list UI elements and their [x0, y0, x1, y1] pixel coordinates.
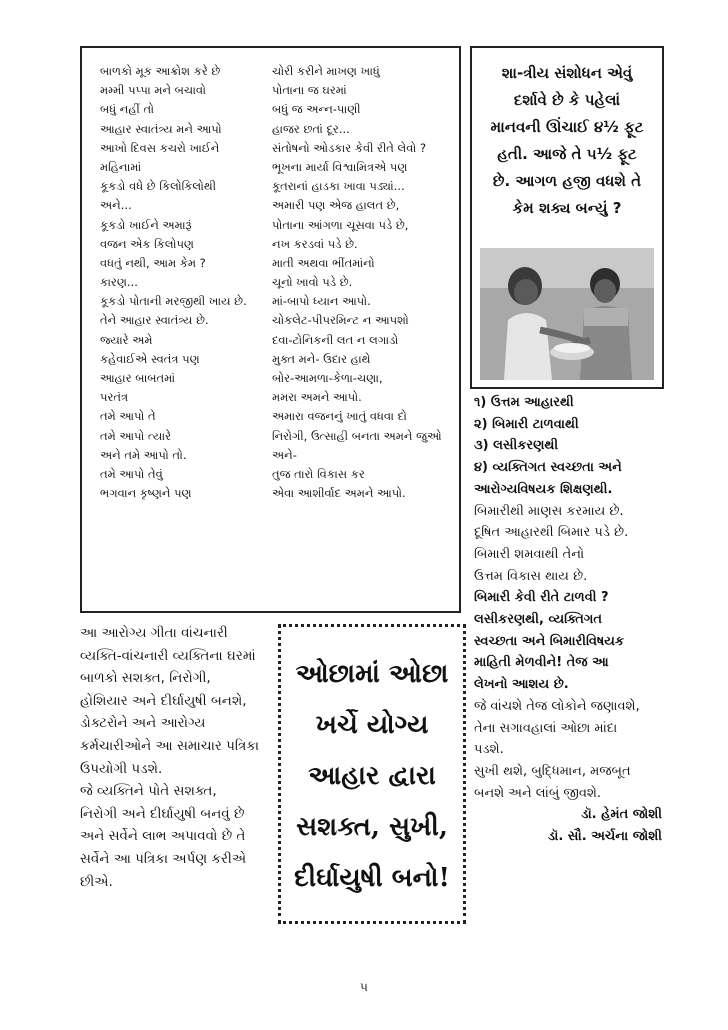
poem-line: તમે આપો ત્યારે: [100, 428, 172, 443]
poem-line: હાજર છતાં દૂર...: [272, 121, 350, 136]
poem-line: સંતોષનો ઓડકાર કેવી રીતે લેવો ?: [272, 140, 427, 155]
list-item: ૩) લસીકરણથી: [474, 438, 559, 454]
text-line: લસીકરણથી, વ્યક્તિગત: [474, 612, 602, 628]
right-column-text: [474, 392, 674, 848]
poem-line: આહાર બાબતમાં: [100, 371, 176, 385]
poem-line: એવા આશીર્વાદ અમને આપો.: [272, 486, 406, 501]
text-line: દૂષિત આહારથી બિમાર પડે છે.: [474, 525, 629, 541]
poem-line: દવા-ટોનિકની લત ન લગાડો: [272, 332, 399, 347]
paragraph-line: સર્વેને આ પત્રિકા અર્પણ કરીએ: [80, 850, 247, 867]
poem-line: નખ કરડવાં પડે છે.: [272, 236, 358, 251]
paragraph-line: ઉપયોગી પડશે.: [80, 760, 163, 777]
poem-line: મહિનામાં: [100, 159, 142, 174]
poem-left-column: [100, 62, 247, 503]
poem-line: બાળકો મૂક આક્રોશ કરે છે: [100, 64, 221, 78]
text-line: તેના સગાવહાલાં ઓછા માંદા: [474, 720, 618, 736]
poem-line: કૂકડો વધે છે કિલોકિલોથી: [100, 179, 217, 194]
research-text: [472, 60, 662, 222]
text-line: બિમારી કેવી રીતે ટાળવી ?: [474, 590, 609, 606]
poem-line: તેને આહાર સ્વાતંત્ર્ય છે.: [100, 313, 209, 328]
paragraph-line: ડોક્ટરોને અને આરોગ્ય: [80, 715, 206, 732]
slogan-line: સશક્ત, સુખી,: [296, 812, 448, 842]
paragraph-line: બાળકો સશક્ત, નિરોગી,: [80, 670, 211, 687]
poem-line: મમરા અમને આપો.: [272, 390, 362, 405]
paragraph-line: આ આરોગ્ય ગીતા વાંચનારી: [80, 625, 228, 641]
right-bold-text: [474, 587, 674, 696]
paragraph-line: નિરોગી અને દીર્ઘાયુષી બનવું છે: [80, 805, 245, 822]
poem-line: કૂકડો પોતાની મરજીથી ખાય છે.: [100, 294, 247, 309]
dedication-paragraph: [80, 622, 270, 893]
text-line: માહિતી મેળવીને! તેજ આ: [474, 655, 609, 671]
poem-right-column: [272, 62, 442, 503]
research-box: [470, 46, 664, 389]
poem-line: બધું નહીં તો: [100, 102, 154, 117]
poem-line: કહેવાઈએ સ્વતંત્ર પણ: [100, 351, 200, 366]
poem-line: મુક્ત મને- ઉદાર હાથે: [272, 351, 371, 366]
list-item: ૪) વ્યક્તિગત સ્વચ્છતા અને: [474, 460, 622, 476]
signature-line: ડૉ. સૌ. અર્ચના જોશી: [547, 829, 662, 845]
research-line: શા-ત્રીય સંશોધન એવું: [501, 64, 633, 82]
page-number: ૫: [360, 980, 368, 994]
author-signatures: [474, 804, 674, 847]
research-line: માનવની ઊંચાઈ ૪½ ફૂટ: [490, 118, 644, 136]
text-line: સુખી થશે, બુદ્ધિમાન, મજબૂત: [474, 763, 631, 779]
right-body-text-2: [474, 696, 674, 805]
poem-line: પોતાના આંગળા ચૂસવા પડે છે,: [272, 217, 409, 232]
poem-line: ભગવાન કૃષ્ણને પણ: [100, 486, 192, 501]
poem-line: ચૂનો ખાવો પડે છે.: [272, 275, 353, 290]
text-line: બનશે અને લાંબું જીવશે.: [474, 785, 602, 801]
research-line: દર્શાવે છે કે પહેલાં: [513, 91, 621, 109]
poem-line: અને-: [272, 447, 297, 462]
poem-line: ચોકલેટ-પીપરમિન્ટ ન આપશો: [272, 313, 409, 328]
poem-line: જ્યારે અમે: [100, 332, 153, 347]
slogan-box: [278, 624, 466, 924]
poem-box: [80, 46, 461, 613]
text-line: જે વાંચશે તેજ લોકોને જણાવશે,: [474, 698, 640, 714]
poem-line: અને...: [100, 198, 132, 213]
text-line: બિમારીથી માણસ કરમાય છે.: [474, 503, 624, 519]
slogan-text: [281, 649, 463, 904]
poem-line: અમારી પણ એજ હાલત છે,: [272, 198, 400, 213]
slogan-line: ઓછામાં ઓછા: [295, 659, 449, 689]
poem-line: નિરોગી, ઉત્સાહી બનતા અમને જુઓ: [272, 428, 442, 443]
paragraph-line: વ્યક્તિ-વાંચનારી વ્યક્તિના ઘરમાં: [80, 647, 256, 664]
research-line: કેમ શક્ય બન્યું ?: [512, 199, 622, 217]
slogan-line: દીર્ઘાયુષી બનો!: [294, 863, 450, 893]
poem-line: મમ્મી પપ્પા મને બચાવો: [100, 83, 206, 98]
poem-line: આહાર સ્વાતંત્ર્ય મને આપો: [100, 121, 222, 136]
poem-line: આખો દિવસ કચરો ખાઈને: [100, 140, 220, 155]
paragraph-line: અને સર્વેને લાભ અપાવવો છે તે: [80, 828, 246, 845]
paragraph-line: છીએ.: [80, 873, 113, 890]
poem-line: વજન એક કિલોપણ: [100, 236, 194, 251]
poem-line: તુજ તારો વિકાસ કર: [272, 466, 365, 481]
poem-line: બોર-આમળા-કેળા-ચણા,: [272, 371, 383, 385]
poem-line: ચોરી કરીને માખણ ખાધું: [272, 64, 380, 78]
text-line: ઉત્તમ વિકાસ થાય છે.: [474, 568, 588, 584]
children-photo: [480, 248, 654, 380]
right-body-text: [474, 501, 674, 588]
text-line: પડશે.: [474, 742, 504, 758]
research-line: હતી. આજે તે ૫½ ફૂટ: [497, 145, 637, 163]
poem-line: વધતું નથી, આમ કેમ ?: [100, 255, 206, 270]
paragraph-line: હોશિયાર અને દીર્ઘાયુષી બનશે,: [80, 692, 247, 709]
poem-line: કૂકડો ખાઈને અમારૂં: [100, 217, 192, 232]
poem-line: બધું જ અન્ન-પાણી: [272, 102, 361, 117]
poem-line: પરતંત્ર: [100, 390, 129, 405]
list-item: ૨) બિમારી ટાળવાથી: [474, 416, 579, 432]
poem-line: કારણ...: [100, 275, 138, 290]
text-line: સ્વચ્છતા અને બિમારીવિષયક: [474, 633, 625, 649]
slogan-line: ખર્ચે યોગ્ય: [315, 710, 429, 740]
poem-line: કૂતરાનાં હાડકા ખાવા પડ્યાં...: [272, 179, 405, 194]
poem-line: પોતાના જ ઘરમાં: [272, 83, 347, 98]
poem-line: તમે આપો તે: [100, 409, 156, 424]
research-line: છે. આગળ હજી વધશે તે: [492, 172, 642, 190]
signature-line: ડૉ. હેમંત જોશી: [581, 807, 662, 823]
poem-line: માં-બાપો ધ્યાન આપો.: [272, 294, 371, 309]
text-line: લેખનો આશય છે.: [474, 677, 569, 693]
list-item: આરોગ્યવિષયક શિક્ષણથી.: [474, 481, 613, 497]
benefit-list: [474, 392, 674, 501]
poem-line: માતી અથવા ભીંતમાંનો: [272, 255, 375, 270]
poem-line: તમે આપો તેવું: [100, 466, 163, 481]
poem-line: ભૂખના માર્યા વિશ્વામિત્રએ પણ: [272, 159, 408, 174]
paragraph-line: જે વ્યક્તિને પોતે સશક્ત,: [80, 783, 217, 800]
paragraph-line: કર્મચારીઓને આ સમાચાર પત્રિકા: [80, 737, 260, 754]
poem-line: અમારા વજનનું ખાતું વધવા દો: [272, 409, 407, 424]
list-item: ૧) ઉત્તમ આહારથી: [474, 395, 574, 410]
poem-line: અને તમે આપો તો.: [100, 447, 187, 462]
slogan-line: આહાર દ્વારા: [308, 761, 436, 791]
text-line: બિમારી શમવાથી તેનો: [474, 546, 585, 562]
